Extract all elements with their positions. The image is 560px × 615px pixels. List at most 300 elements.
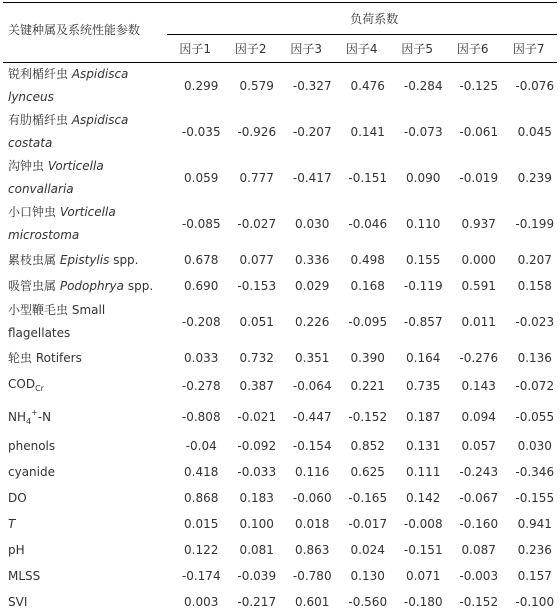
label-chinese: 小口钟虫: [8, 205, 56, 219]
loading-cell: [334, 371, 390, 401]
loading-cell: [389, 511, 445, 537]
loading-cell: [445, 401, 501, 433]
loading-value: -0.035: [182, 125, 221, 139]
label-parameter: MLSS: [8, 569, 40, 583]
loading-value: 0.941: [518, 517, 552, 531]
loading-value: -0.003: [459, 569, 498, 583]
loading-value: 0.735: [406, 379, 440, 393]
loading-cell: [500, 299, 557, 345]
table-row: [3, 511, 557, 537]
loading-value: 0.299: [184, 79, 218, 93]
loading-value: 0.024: [351, 543, 385, 557]
label-latin-cont: lynceus: [8, 90, 54, 104]
loading-cell: [500, 589, 557, 615]
variable-label: [3, 511, 167, 537]
variable-label: [3, 201, 167, 247]
loading-cell: [500, 485, 557, 511]
loading-cell: [167, 459, 223, 485]
loading-value: 0.141: [351, 125, 385, 139]
loading-value: -0.119: [404, 279, 443, 293]
loading-cell: [223, 433, 279, 459]
loading-cell: [223, 459, 279, 485]
loading-value: -0.327: [293, 79, 332, 93]
loading-cell: [389, 155, 445, 201]
label-latin-cont: microstoma: [8, 228, 79, 242]
table-row: [3, 485, 557, 511]
loading-cell: [500, 155, 557, 201]
label-parameter: DO: [8, 491, 27, 505]
loading-value: 0.142: [406, 491, 440, 505]
loading-value: 0.131: [406, 439, 440, 453]
label-suffix: spp.: [128, 279, 153, 293]
variable-label: [3, 371, 167, 401]
loading-value: -0.152: [348, 410, 387, 424]
loading-cell: [334, 459, 390, 485]
loading-cell: [334, 563, 390, 589]
label-chinese: 累枝虫属: [8, 253, 56, 267]
loading-cell: [278, 371, 334, 401]
label-latin: Podophrya: [60, 279, 124, 293]
loading-cell: [500, 63, 557, 110]
loading-cell: [278, 299, 334, 345]
loading-cell: [167, 401, 223, 433]
loading-value: -0.151: [404, 543, 443, 557]
table-row: [3, 299, 557, 345]
loading-value: 0.852: [351, 439, 385, 453]
loading-cell: [278, 273, 334, 299]
loading-value: 0.387: [240, 379, 274, 393]
loading-cell: [223, 273, 279, 299]
loading-value: -0.284: [404, 79, 443, 93]
loading-cell: [445, 299, 501, 345]
table-row: [3, 537, 557, 563]
loading-value: -0.780: [293, 569, 332, 583]
loading-value: 0.136: [518, 351, 552, 365]
loading-value: 0.868: [184, 491, 218, 505]
loading-value: 0.236: [518, 543, 552, 557]
loading-cell: [334, 537, 390, 563]
loading-value: -0.808: [182, 410, 221, 424]
loading-value: -0.076: [515, 79, 554, 93]
variable-label: [3, 299, 167, 345]
loading-cell: [167, 247, 223, 273]
label-latin: Vorticella convallaria: [8, 159, 104, 196]
loading-cell: [334, 589, 390, 615]
loading-value: -0.207: [293, 125, 332, 139]
loading-cell: [500, 201, 557, 247]
loading-cell: [445, 155, 501, 201]
loading-cell: [278, 537, 334, 563]
loading-value: -0.046: [348, 217, 387, 231]
loading-cell: [223, 563, 279, 589]
label-english: Small: [72, 303, 105, 317]
loading-value: -0.100: [515, 595, 554, 609]
loading-value: 0.863: [295, 543, 329, 557]
loading-value: -0.027: [237, 217, 276, 231]
loading-cell: [223, 589, 279, 615]
loading-value: -0.857: [404, 315, 443, 329]
loading-value: -0.151: [348, 171, 387, 185]
loading-cell: [223, 155, 279, 201]
loading-value: 0.476: [351, 79, 385, 93]
loading-value: 0.591: [462, 279, 496, 293]
loading-cell: [223, 511, 279, 537]
loading-value: 0.168: [351, 279, 385, 293]
table-row: [3, 273, 557, 299]
loading-value: -0.152: [459, 595, 498, 609]
loading-cell: [167, 273, 223, 299]
loading-cell: [278, 563, 334, 589]
loading-cell: [500, 371, 557, 401]
loading-value: 0.498: [351, 253, 385, 267]
loading-cell: [500, 109, 557, 155]
factor-6-header: 因子6: [445, 35, 501, 63]
variable-column-header: 关键种属及系统性能参数: [3, 3, 167, 63]
loading-value: -0.153: [237, 279, 276, 293]
loading-cell: [389, 537, 445, 563]
loading-value: -0.154: [293, 439, 332, 453]
loading-cell: [389, 401, 445, 433]
loading-cell: [500, 247, 557, 273]
label-chinese: 沟钟虫: [8, 159, 44, 173]
loading-value: 0.029: [295, 279, 329, 293]
loading-value: 0.030: [295, 217, 329, 231]
loading-value: 0.239: [518, 171, 552, 185]
loading-cell: [389, 201, 445, 247]
label-latin: Aspidisca: [72, 67, 129, 81]
loading-coefficient-header: [167, 3, 557, 35]
loading-value: 0.937: [462, 217, 496, 231]
loading-cell: [445, 459, 501, 485]
variable-label: [3, 589, 167, 615]
table-row: [3, 433, 557, 459]
loading-value: 0.094: [462, 410, 496, 424]
loading-value: -0.085: [182, 217, 221, 231]
label-chinese: 锐利楯纤虫: [8, 67, 68, 81]
loading-value: 0.207: [518, 253, 552, 267]
table-body: [3, 63, 557, 615]
loading-value: 0.111: [406, 465, 440, 479]
loading-value: -0.155: [515, 491, 554, 505]
loading-value: 0.087: [462, 543, 496, 557]
loading-value: -0.023: [515, 315, 554, 329]
loading-value: 0.033: [184, 351, 218, 365]
table-row: [3, 401, 557, 433]
loading-value: 0.579: [240, 79, 274, 93]
label-parameter-italic: T: [8, 517, 15, 531]
loading-cell: [445, 247, 501, 273]
loading-value: -0.125: [459, 79, 498, 93]
label-chinese: 有肋楯纤虫: [8, 113, 68, 127]
loading-cell: [334, 63, 390, 110]
loading-cell: [223, 247, 279, 273]
loading-cell: [278, 511, 334, 537]
loading-cell: [167, 563, 223, 589]
variable-label: [3, 63, 167, 110]
loading-cell: [445, 345, 501, 371]
loading-value: -0.055: [515, 410, 554, 424]
loading-cell: [223, 63, 279, 110]
loading-cell: [278, 459, 334, 485]
loading-value: 0.057: [462, 439, 496, 453]
loading-value: 0.601: [295, 595, 329, 609]
label-parameter: COD: [8, 377, 35, 391]
loading-cell: [278, 345, 334, 371]
loading-cell: [334, 201, 390, 247]
loading-cell: [334, 247, 390, 273]
table-row: [3, 371, 557, 401]
factor-3-header: 因子3: [278, 35, 334, 63]
variable-label: [3, 537, 167, 563]
loading-cell: [500, 511, 557, 537]
table-row: [3, 589, 557, 615]
loading-cell: [445, 433, 501, 459]
loading-cell: [445, 485, 501, 511]
loading-cell: [500, 345, 557, 371]
loading-cell: [389, 371, 445, 401]
loading-cell: [167, 371, 223, 401]
loading-cell: [500, 537, 557, 563]
loading-cell: [389, 589, 445, 615]
loading-value: 0.625: [351, 465, 385, 479]
loading-cell: [167, 433, 223, 459]
variable-label: [3, 563, 167, 589]
loading-cell: [445, 201, 501, 247]
loading-cell: [167, 589, 223, 615]
loading-cell: [278, 485, 334, 511]
loading-cell: [389, 433, 445, 459]
loading-value: 0.418: [184, 465, 218, 479]
loading-value: -0.278: [182, 379, 221, 393]
label-subscript: 4: [26, 417, 31, 426]
loading-cell: [389, 563, 445, 589]
loading-value: 0.158: [518, 279, 552, 293]
loading-cell: [500, 273, 557, 299]
loading-value: 0.122: [184, 543, 218, 557]
loading-value: -0.019: [459, 171, 498, 185]
loading-value: 0.059: [184, 171, 218, 185]
loading-value: -0.199: [515, 217, 554, 231]
label-superscript: +: [31, 408, 38, 417]
loading-cell: [223, 345, 279, 371]
loading-cell: [334, 109, 390, 155]
label-parameter: pH: [8, 543, 25, 557]
loading-value: 0.071: [406, 569, 440, 583]
loading-cell: [334, 273, 390, 299]
loading-cell: [445, 371, 501, 401]
label-parameter: cyanide: [8, 465, 55, 479]
loading-value: 0.045: [518, 125, 552, 139]
loading-value: -0.021: [237, 410, 276, 424]
loading-cell: [389, 63, 445, 110]
loading-cell: [223, 537, 279, 563]
loading-value: -0.061: [459, 125, 498, 139]
loading-cell: [500, 459, 557, 485]
label-latin: Aspidisca: [72, 113, 129, 127]
loading-cell: [167, 511, 223, 537]
loading-value: 0.690: [184, 279, 218, 293]
variable-label: [3, 401, 167, 433]
loading-cell: [167, 109, 223, 155]
factor-loading-table: [3, 2, 557, 615]
loading-value: 0.226: [295, 315, 329, 329]
loading-cell: [389, 273, 445, 299]
loading-value: -0.060: [293, 491, 332, 505]
loading-cell: [445, 63, 501, 110]
loading-value: -0.092: [237, 439, 276, 453]
loading-value: -0.346: [515, 465, 554, 479]
loading-value: 0.732: [240, 351, 274, 365]
loading-value: -0.008: [404, 517, 443, 531]
loading-value: -0.067: [459, 491, 498, 505]
loading-value: -0.033: [237, 465, 276, 479]
loading-value: 0.221: [351, 379, 385, 393]
label-subscript: Cr: [35, 384, 44, 393]
loading-cell: [223, 109, 279, 155]
loading-cell: [334, 345, 390, 371]
label-parameter: NH: [8, 410, 26, 424]
loading-cell: [334, 433, 390, 459]
table-row: [3, 201, 557, 247]
variable-label: [3, 345, 167, 371]
loading-value: 0.777: [240, 171, 274, 185]
loading-value: -0.04: [186, 439, 217, 453]
loading-value: 0.018: [295, 517, 329, 531]
loading-cell: [278, 109, 334, 155]
loading-cell: [223, 485, 279, 511]
loading-cell: [445, 109, 501, 155]
loading-cell: [278, 247, 334, 273]
loading-value: 0.116: [295, 465, 329, 479]
label-chinese: 轮虫: [8, 351, 32, 365]
loading-value: -0.017: [348, 517, 387, 531]
loading-value: 0.164: [406, 351, 440, 365]
loading-cell: [334, 155, 390, 201]
loading-cell: [223, 299, 279, 345]
loading-cell: [445, 537, 501, 563]
loading-cell: [223, 371, 279, 401]
loading-value: 0.143: [462, 379, 496, 393]
loading-value: -0.560: [348, 595, 387, 609]
variable-label: [3, 273, 167, 299]
label-latin: Vorticella: [60, 205, 116, 219]
loading-value: 0.090: [406, 171, 440, 185]
factor-7-header: 因子7: [500, 35, 557, 63]
loading-cell: [167, 345, 223, 371]
loading-value: 0.015: [184, 517, 218, 531]
table-row: [3, 63, 557, 110]
loading-value: 0.351: [295, 351, 329, 365]
label-chinese: 小型鞭毛虫: [8, 303, 68, 317]
table-row: [3, 563, 557, 589]
loading-cell: [500, 563, 557, 589]
loading-cell: [278, 401, 334, 433]
loading-value: 0.187: [406, 410, 440, 424]
loading-cell: [278, 433, 334, 459]
loading-cell: [334, 485, 390, 511]
loading-cell: [389, 485, 445, 511]
loading-cell: [500, 401, 557, 433]
loading-cell: [223, 201, 279, 247]
loading-value: 0.011: [462, 315, 496, 329]
table-row: [3, 459, 557, 485]
loading-cell: [500, 433, 557, 459]
loading-cell: [167, 201, 223, 247]
table-row: [3, 247, 557, 273]
label-english: Rotifers: [36, 351, 82, 365]
loading-value: -0.417: [293, 171, 332, 185]
loading-value: 0.130: [351, 569, 385, 583]
label-latin-cont: costata: [8, 136, 52, 150]
loading-value: 0.336: [295, 253, 329, 267]
loading-cell: [445, 563, 501, 589]
loading-value: -0.072: [515, 379, 554, 393]
loading-cell: [389, 299, 445, 345]
variable-label: [3, 109, 167, 155]
loading-value: -0.039: [237, 569, 276, 583]
loading-cell: [223, 401, 279, 433]
label-english-cont: flagellates: [8, 326, 70, 340]
loading-value: 0.030: [518, 439, 552, 453]
loading-cell: [278, 63, 334, 110]
factor-1-header: 因子1: [167, 35, 223, 63]
variable-label: [3, 155, 167, 201]
loading-value: -0.064: [293, 379, 332, 393]
loading-value: -0.447: [293, 410, 332, 424]
variable-label: [3, 247, 167, 273]
loading-value: -0.095: [348, 315, 387, 329]
loading-cell: [389, 247, 445, 273]
loading-value: 0.100: [240, 517, 274, 531]
loading-value: -0.217: [237, 595, 276, 609]
loading-value: -0.926: [237, 125, 276, 139]
loading-value: 0.678: [184, 253, 218, 267]
loading-value: -0.165: [348, 491, 387, 505]
loading-value: 0.110: [406, 217, 440, 231]
loading-cell: [167, 485, 223, 511]
loading-value: -0.243: [459, 465, 498, 479]
loading-value: 0.081: [240, 543, 274, 557]
factor-5-header: 因子5: [389, 35, 445, 63]
loading-cell: [445, 589, 501, 615]
loading-cell: [334, 401, 390, 433]
variable-label: [3, 459, 167, 485]
table-row: [3, 109, 557, 155]
loading-value: 0.000: [462, 253, 496, 267]
label-parameter: SVI: [8, 595, 27, 609]
loading-cell: [334, 299, 390, 345]
loading-value: 0.157: [518, 569, 552, 583]
loading-value: 0.155: [406, 253, 440, 267]
loading-cell: [278, 155, 334, 201]
loading-cell: [389, 459, 445, 485]
loading-value: 0.051: [240, 315, 274, 329]
loading-value: -0.208: [182, 315, 221, 329]
loading-value: 0.183: [240, 491, 274, 505]
label-latin: Epistylis: [60, 253, 110, 267]
label-suffix: spp.: [113, 253, 138, 267]
loading-value: -0.160: [459, 517, 498, 531]
table-row: [3, 155, 557, 201]
loading-coefficient-label: 负荷系数: [350, 10, 398, 27]
loading-value: 0.390: [351, 351, 385, 365]
label-tail: -N: [38, 410, 51, 424]
loading-cell: [278, 589, 334, 615]
loading-cell: [167, 299, 223, 345]
loading-value: 0.003: [184, 595, 218, 609]
loading-cell: [445, 511, 501, 537]
variable-label: [3, 485, 167, 511]
